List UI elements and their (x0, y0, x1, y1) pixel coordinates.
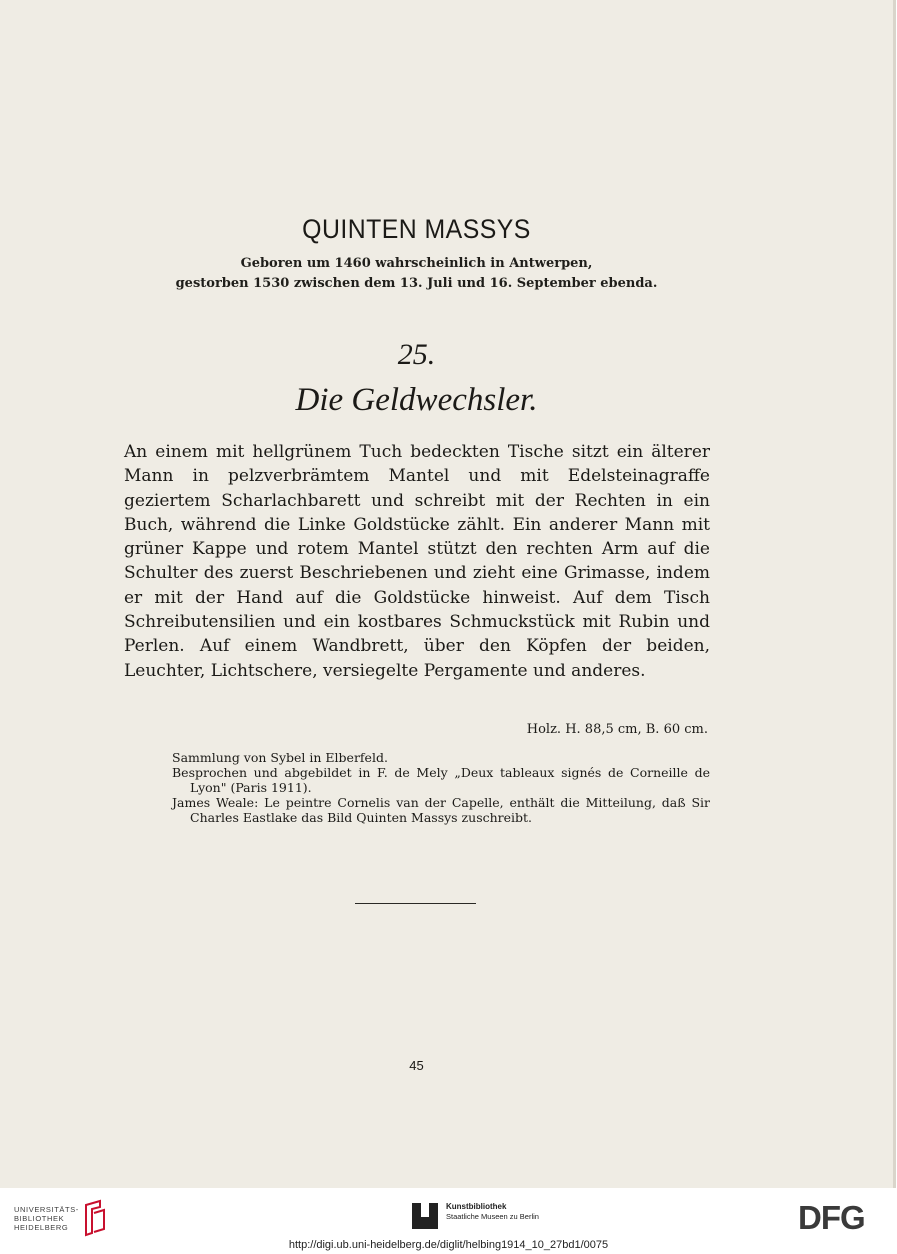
provenance-notes (172, 750, 710, 825)
library-emblem-icon (82, 1199, 108, 1237)
permalink[interactable]: http://digi.ub.uni-heidelberg.de/diglit/helbing1914_10_27bd1/0075 (288, 1239, 609, 1251)
note-item: Sammlung von Sybel in Elberfeld. (172, 750, 388, 765)
note-item: James Weale: Le peintre Cornelis van der Capelle, enthält die Mitteilung, daß Sir Charles Eastlake das Bild Quinten Massys zuschreibt. (172, 795, 710, 825)
page-number: 45 (409, 1058, 424, 1073)
library-name-line: BIBLIOTHEK (14, 1214, 65, 1223)
catalog-number: 25. (397, 338, 436, 371)
footer-bar (0, 1188, 897, 1254)
library-name-line: UNIVERSITÄTS- (14, 1205, 79, 1214)
partner-institution[interactable] (446, 1202, 539, 1222)
library-name-line: HEIDELBERG (14, 1223, 69, 1232)
artwork-title: Die Geldwechsler. (295, 382, 538, 418)
partner-name: Kunstbibliothek (446, 1202, 507, 1211)
kunstbibliothek-logo-icon (412, 1203, 438, 1229)
artist-name: QUINTEN MASSYS (302, 214, 531, 244)
artwork-description: An einem mit hellgrünem Tuch bedeckten Tische sitzt ein älterer Mann in pelzverbrämtem Mantel und mit Edelsteinagraffe geziertem Scharlachbarett und schreibt mit der Rechten in ein Buch, während die Linke Goldstücke zählt. Ein anderer Mann mit grüner Kappe und rotem Mantel stützt den rechten Arm auf die Schulter des zuerst Beschriebenen und zieht eine Grimasse, indem er mit der Hand auf die Goldstücke hinweist. Auf dem Tisch Schreibutensilien und ein kostbares Schmuckstück mit Rubin und Perlen. Auf einem Wandbrett, über den Köpfen der beiden, Leuchter, Lichtschere, versiegelte Pergamente und anderes. (124, 442, 710, 681)
partner-subtitle: Staatliche Museen zu Berlin (446, 1212, 539, 1221)
artist-death: gestorben 1530 zwischen dem 13. Juli und 16. September ebenda. (175, 276, 658, 291)
university-library-logo[interactable] (14, 1205, 79, 1232)
artwork-dimensions: Holz. H. 88,5 cm, B. 60 cm. (526, 722, 708, 737)
note-item: Besprochen und abgebildet in F. de Mely „Deux tableaux signés de Corneille de Lyon" (Paris 1911). (172, 765, 710, 795)
section-divider (355, 903, 476, 904)
dfg-logo[interactable]: DFG (798, 1199, 865, 1236)
artist-birth: Geboren um 1460 wahrscheinlich in Antwerpen, (240, 256, 593, 271)
